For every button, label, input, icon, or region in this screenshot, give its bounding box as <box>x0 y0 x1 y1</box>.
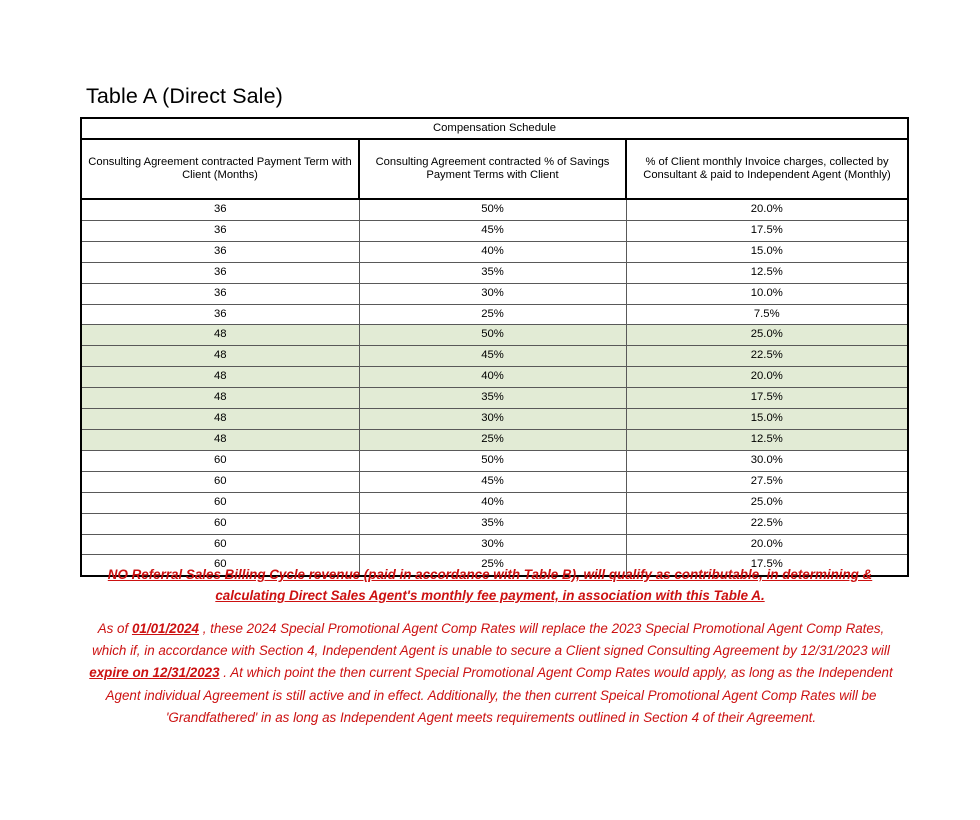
table-row <box>81 388 908 409</box>
table-row <box>81 367 908 388</box>
cell-payment-term: 48 <box>81 325 359 346</box>
cell-savings-percent: 25% <box>359 555 626 576</box>
table-row <box>81 241 908 262</box>
cell-agent-payout-percent: 20.0% <box>626 199 908 220</box>
cell-agent-payout-percent: 17.5% <box>626 220 908 241</box>
cell-savings-percent: 25% <box>359 429 626 450</box>
note-emphasis-text: expire on 12/31/2023 <box>89 665 220 681</box>
table-row <box>81 346 908 367</box>
page-title: Table A (Direct Sale) <box>86 84 283 108</box>
cell-payment-term: 36 <box>81 262 359 283</box>
cell-savings-percent: 35% <box>359 513 626 534</box>
cell-agent-payout-percent: 15.0% <box>626 241 908 262</box>
cell-savings-percent: 40% <box>359 367 626 388</box>
note-emphasis-text: 01/01/2024 <box>131 621 199 636</box>
cell-savings-percent: 50% <box>359 199 626 220</box>
cell-agent-payout-percent: 25.0% <box>626 492 908 513</box>
cell-savings-percent: 30% <box>359 534 626 555</box>
table-body <box>81 118 908 576</box>
cell-agent-payout-percent: 22.5% <box>626 513 908 534</box>
cell-agent-payout-percent: 22.5% <box>626 346 908 367</box>
cell-savings-percent: 30% <box>359 283 626 304</box>
cell-payment-term: 60 <box>81 492 359 513</box>
cell-payment-term: 48 <box>81 346 359 367</box>
table-row <box>81 283 908 304</box>
cell-agent-payout-percent: 30.0% <box>626 450 908 471</box>
cell-savings-percent: 25% <box>359 304 626 325</box>
table-row <box>81 409 908 430</box>
note-referral-sales: NO Referral Sales Billing Cycle revenue (paid in accordance with Table B), will qualify as contributable, in determining & calculating Direct Sales Agent's monthly fee payment, in association with this Table A. <box>107 567 873 603</box>
cell-savings-percent: 30% <box>359 409 626 430</box>
cell-payment-term: 60 <box>81 534 359 555</box>
note-promotional-rates <box>86 618 896 729</box>
cell-savings-percent: 40% <box>359 492 626 513</box>
cell-agent-payout-percent: 12.5% <box>626 262 908 283</box>
table-row <box>81 534 908 555</box>
cell-agent-payout-percent: 25.0% <box>626 325 908 346</box>
column-header-savings-percent: Consulting Agreement contracted % of Savings Payment Terms with Client <box>359 139 626 199</box>
cell-payment-term: 48 <box>81 409 359 430</box>
note-body-text: . At which point the then current Special Promotional Agent Comp Rates would apply, as long as the Independent Agent individual Agreement is still active and in effect. Additionally, the then current Speical Promotional Agent Comp Rates will be 'Grandfathered' in as long as Independent Agent meets requirements outlined in Section 4 of their Agreement. <box>105 665 893 725</box>
table-row <box>81 304 908 325</box>
cell-payment-term: 36 <box>81 283 359 304</box>
table-row <box>81 513 908 534</box>
table-row <box>81 429 908 450</box>
cell-agent-payout-percent: 12.5% <box>626 429 908 450</box>
cell-agent-payout-percent: 17.5% <box>626 388 908 409</box>
cell-agent-payout-percent: 10.0% <box>626 283 908 304</box>
table-banner-label: Compensation Schedule <box>81 118 908 139</box>
table-row <box>81 325 908 346</box>
table-row <box>81 199 908 220</box>
cell-payment-term: 48 <box>81 367 359 388</box>
table-banner-row <box>81 118 908 139</box>
table-row <box>81 262 908 283</box>
cell-agent-payout-percent: 15.0% <box>626 409 908 430</box>
cell-agent-payout-percent: 7.5% <box>626 304 908 325</box>
cell-payment-term: 60 <box>81 555 359 576</box>
cell-payment-term: 36 <box>81 241 359 262</box>
cell-agent-payout-percent: 20.0% <box>626 367 908 388</box>
cell-payment-term: 48 <box>81 388 359 409</box>
cell-savings-percent: 45% <box>359 220 626 241</box>
table-row <box>81 471 908 492</box>
cell-payment-term: 60 <box>81 513 359 534</box>
cell-agent-payout-percent: 27.5% <box>626 471 908 492</box>
table-row <box>81 450 908 471</box>
cell-savings-percent: 40% <box>359 241 626 262</box>
column-header-payment-term: Consulting Agreement contracted Payment Term with Client (Months) <box>81 139 359 199</box>
note-body-text: , these 2024 Special Promotional Agent Comp Rates will replace the 2023 Special Promotional Agent Comp Rates, which if, in accordance with Section 4, Independent Agent is unable to secure a Client signed Consulting Agreement by 12/31/2023 will <box>92 621 890 659</box>
cell-savings-percent: 50% <box>359 450 626 471</box>
cell-payment-term: 36 <box>81 199 359 220</box>
cell-payment-term: 36 <box>81 304 359 325</box>
cell-savings-percent: 45% <box>359 471 626 492</box>
column-header-agent-payout-percent: % of Client monthly Invoice charges, collected by Consultant & paid to Independent Agent (Monthly) <box>626 139 908 199</box>
cell-agent-payout-percent: 20.0% <box>626 534 908 555</box>
cell-payment-term: 36 <box>81 220 359 241</box>
compensation-table-container <box>80 117 907 577</box>
cell-savings-percent: 50% <box>359 325 626 346</box>
note-body-text: As of <box>97 621 132 636</box>
compensation-schedule-table <box>80 117 909 577</box>
cell-savings-percent: 45% <box>359 346 626 367</box>
table-row <box>81 492 908 513</box>
table-row <box>81 220 908 241</box>
cell-savings-percent: 35% <box>359 388 626 409</box>
table-header-row <box>81 139 908 199</box>
cell-savings-percent: 35% <box>359 262 626 283</box>
cell-agent-payout-percent: 17.5% <box>626 555 908 576</box>
cell-payment-term: 60 <box>81 471 359 492</box>
cell-payment-term: 60 <box>81 450 359 471</box>
cell-payment-term: 48 <box>81 429 359 450</box>
